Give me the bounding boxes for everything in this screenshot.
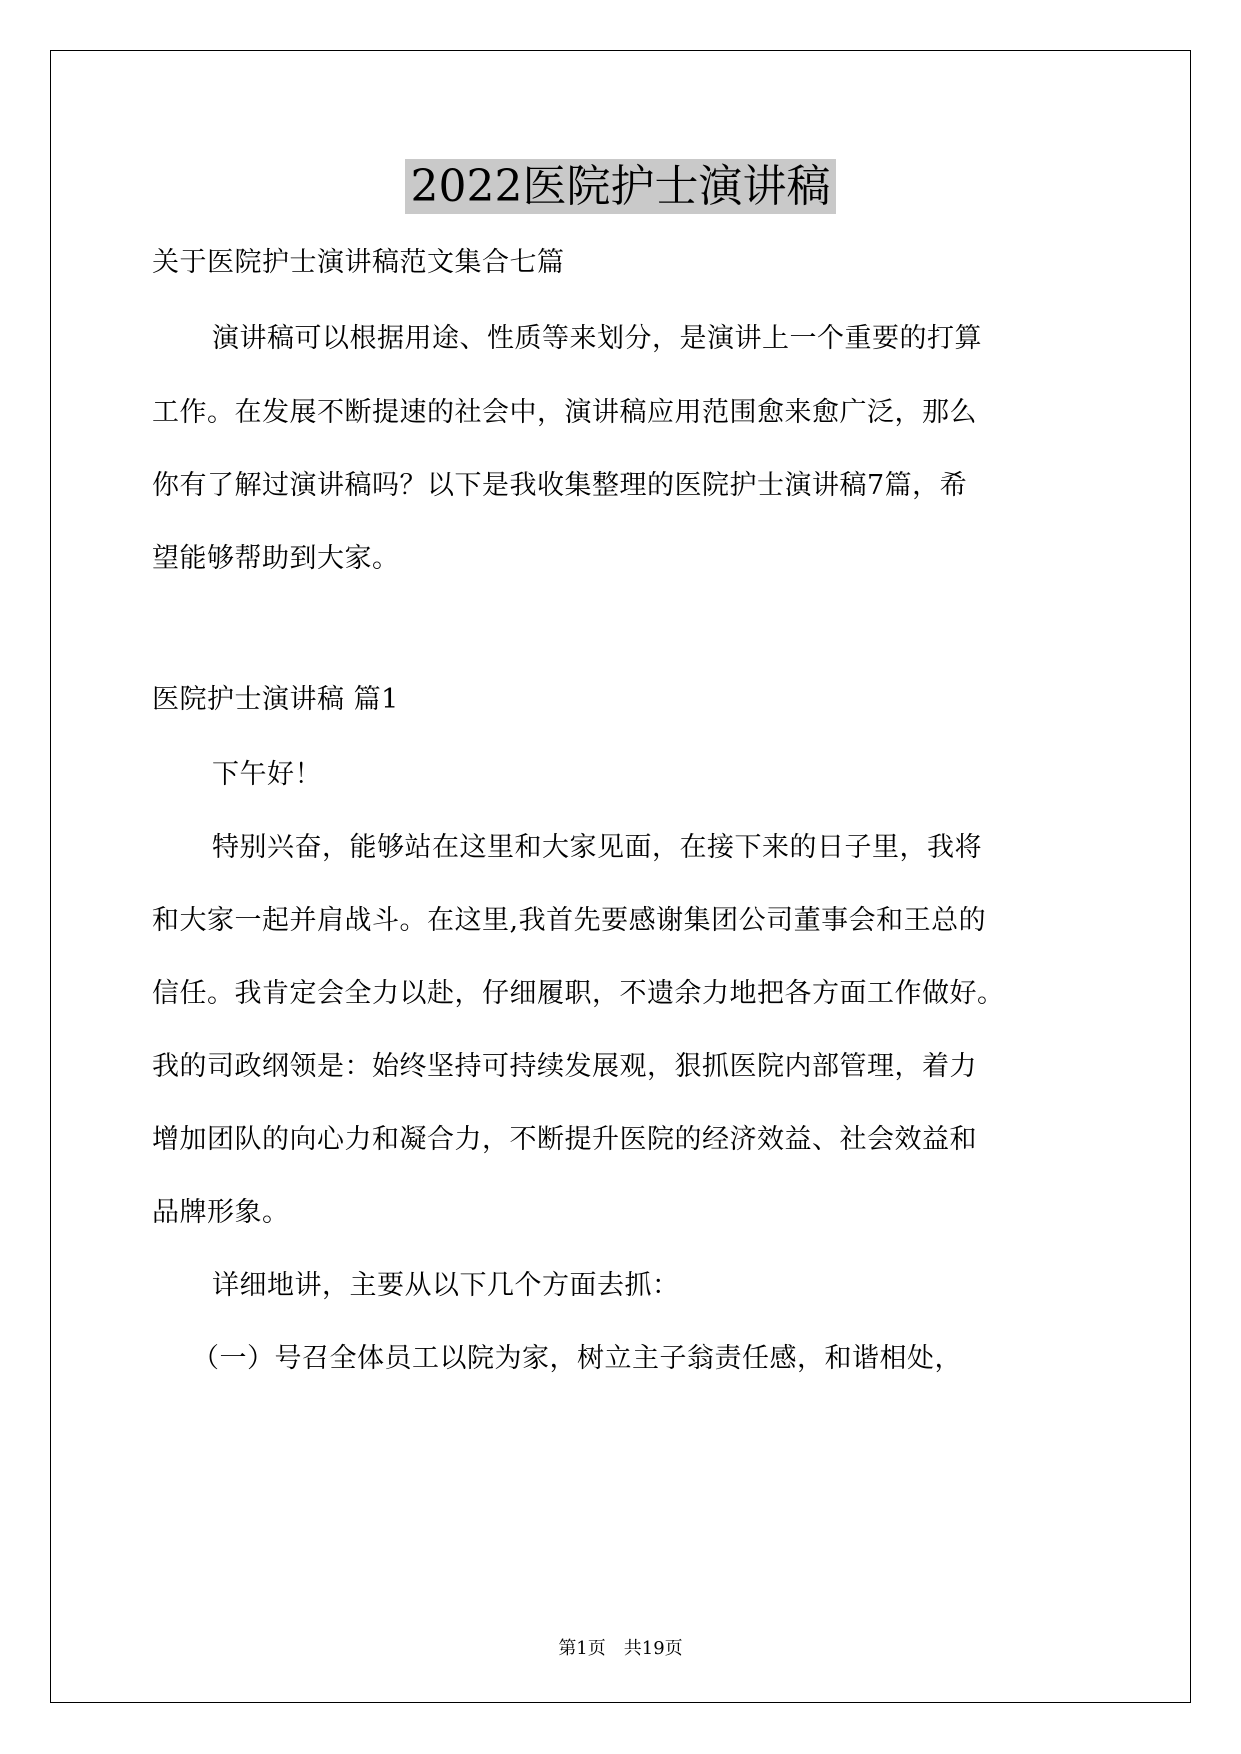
title-text: 2022医院护士演讲稿 <box>405 159 837 214</box>
body-line: 品牌形象。 <box>152 1197 290 1228</box>
document-title <box>0 150 1241 214</box>
intro-line: 你有了解过演讲稿吗？以下是我收集整理的医院护士演讲稿7篇，希 <box>152 470 968 501</box>
intro-line: 演讲稿可以根据用途、性质等来划分，是演讲上一个重要的打算 <box>212 323 982 354</box>
body-line: 特别兴奋，能够站在这里和大家见面，在接下来的日子里，我将 <box>212 832 982 863</box>
intro-line: 工作。在发展不断提速的社会中，演讲稿应用范围愈来愈广泛，那么 <box>152 397 977 428</box>
body-line: 增加团队的向心力和凝合力，不断提升医院的经济效益、社会效益和 <box>152 1124 977 1155</box>
body-line: 信任。我肯定会全力以赴，仔细履职，不遗余力地把各方面工作做好。 <box>152 978 1005 1009</box>
body-line: 和大家一起并肩战斗。在这里,我首先要感谢集团公司董事会和王总的 <box>152 905 987 936</box>
page-border <box>50 50 1191 1703</box>
body-line: （一）号召全体员工以院为家，树立主子翁责任感，和谐相处， <box>192 1343 962 1374</box>
section-heading: 医院护士演讲稿 篇1 <box>152 684 399 715</box>
greeting: 下午好！ <box>212 759 322 790</box>
body-line: 详细地讲，主要从以下几个方面去抓： <box>212 1270 680 1301</box>
body-line: 我的司政纲领是：始终坚持可持续发展观，狠抓医院内部管理，着力 <box>152 1051 977 1082</box>
intro-line: 望能够帮助到大家。 <box>152 543 400 574</box>
page-footer: 第1页 共19页 <box>558 1638 683 1659</box>
subtitle: 关于医院护士演讲稿范文集合七篇 <box>152 247 565 278</box>
